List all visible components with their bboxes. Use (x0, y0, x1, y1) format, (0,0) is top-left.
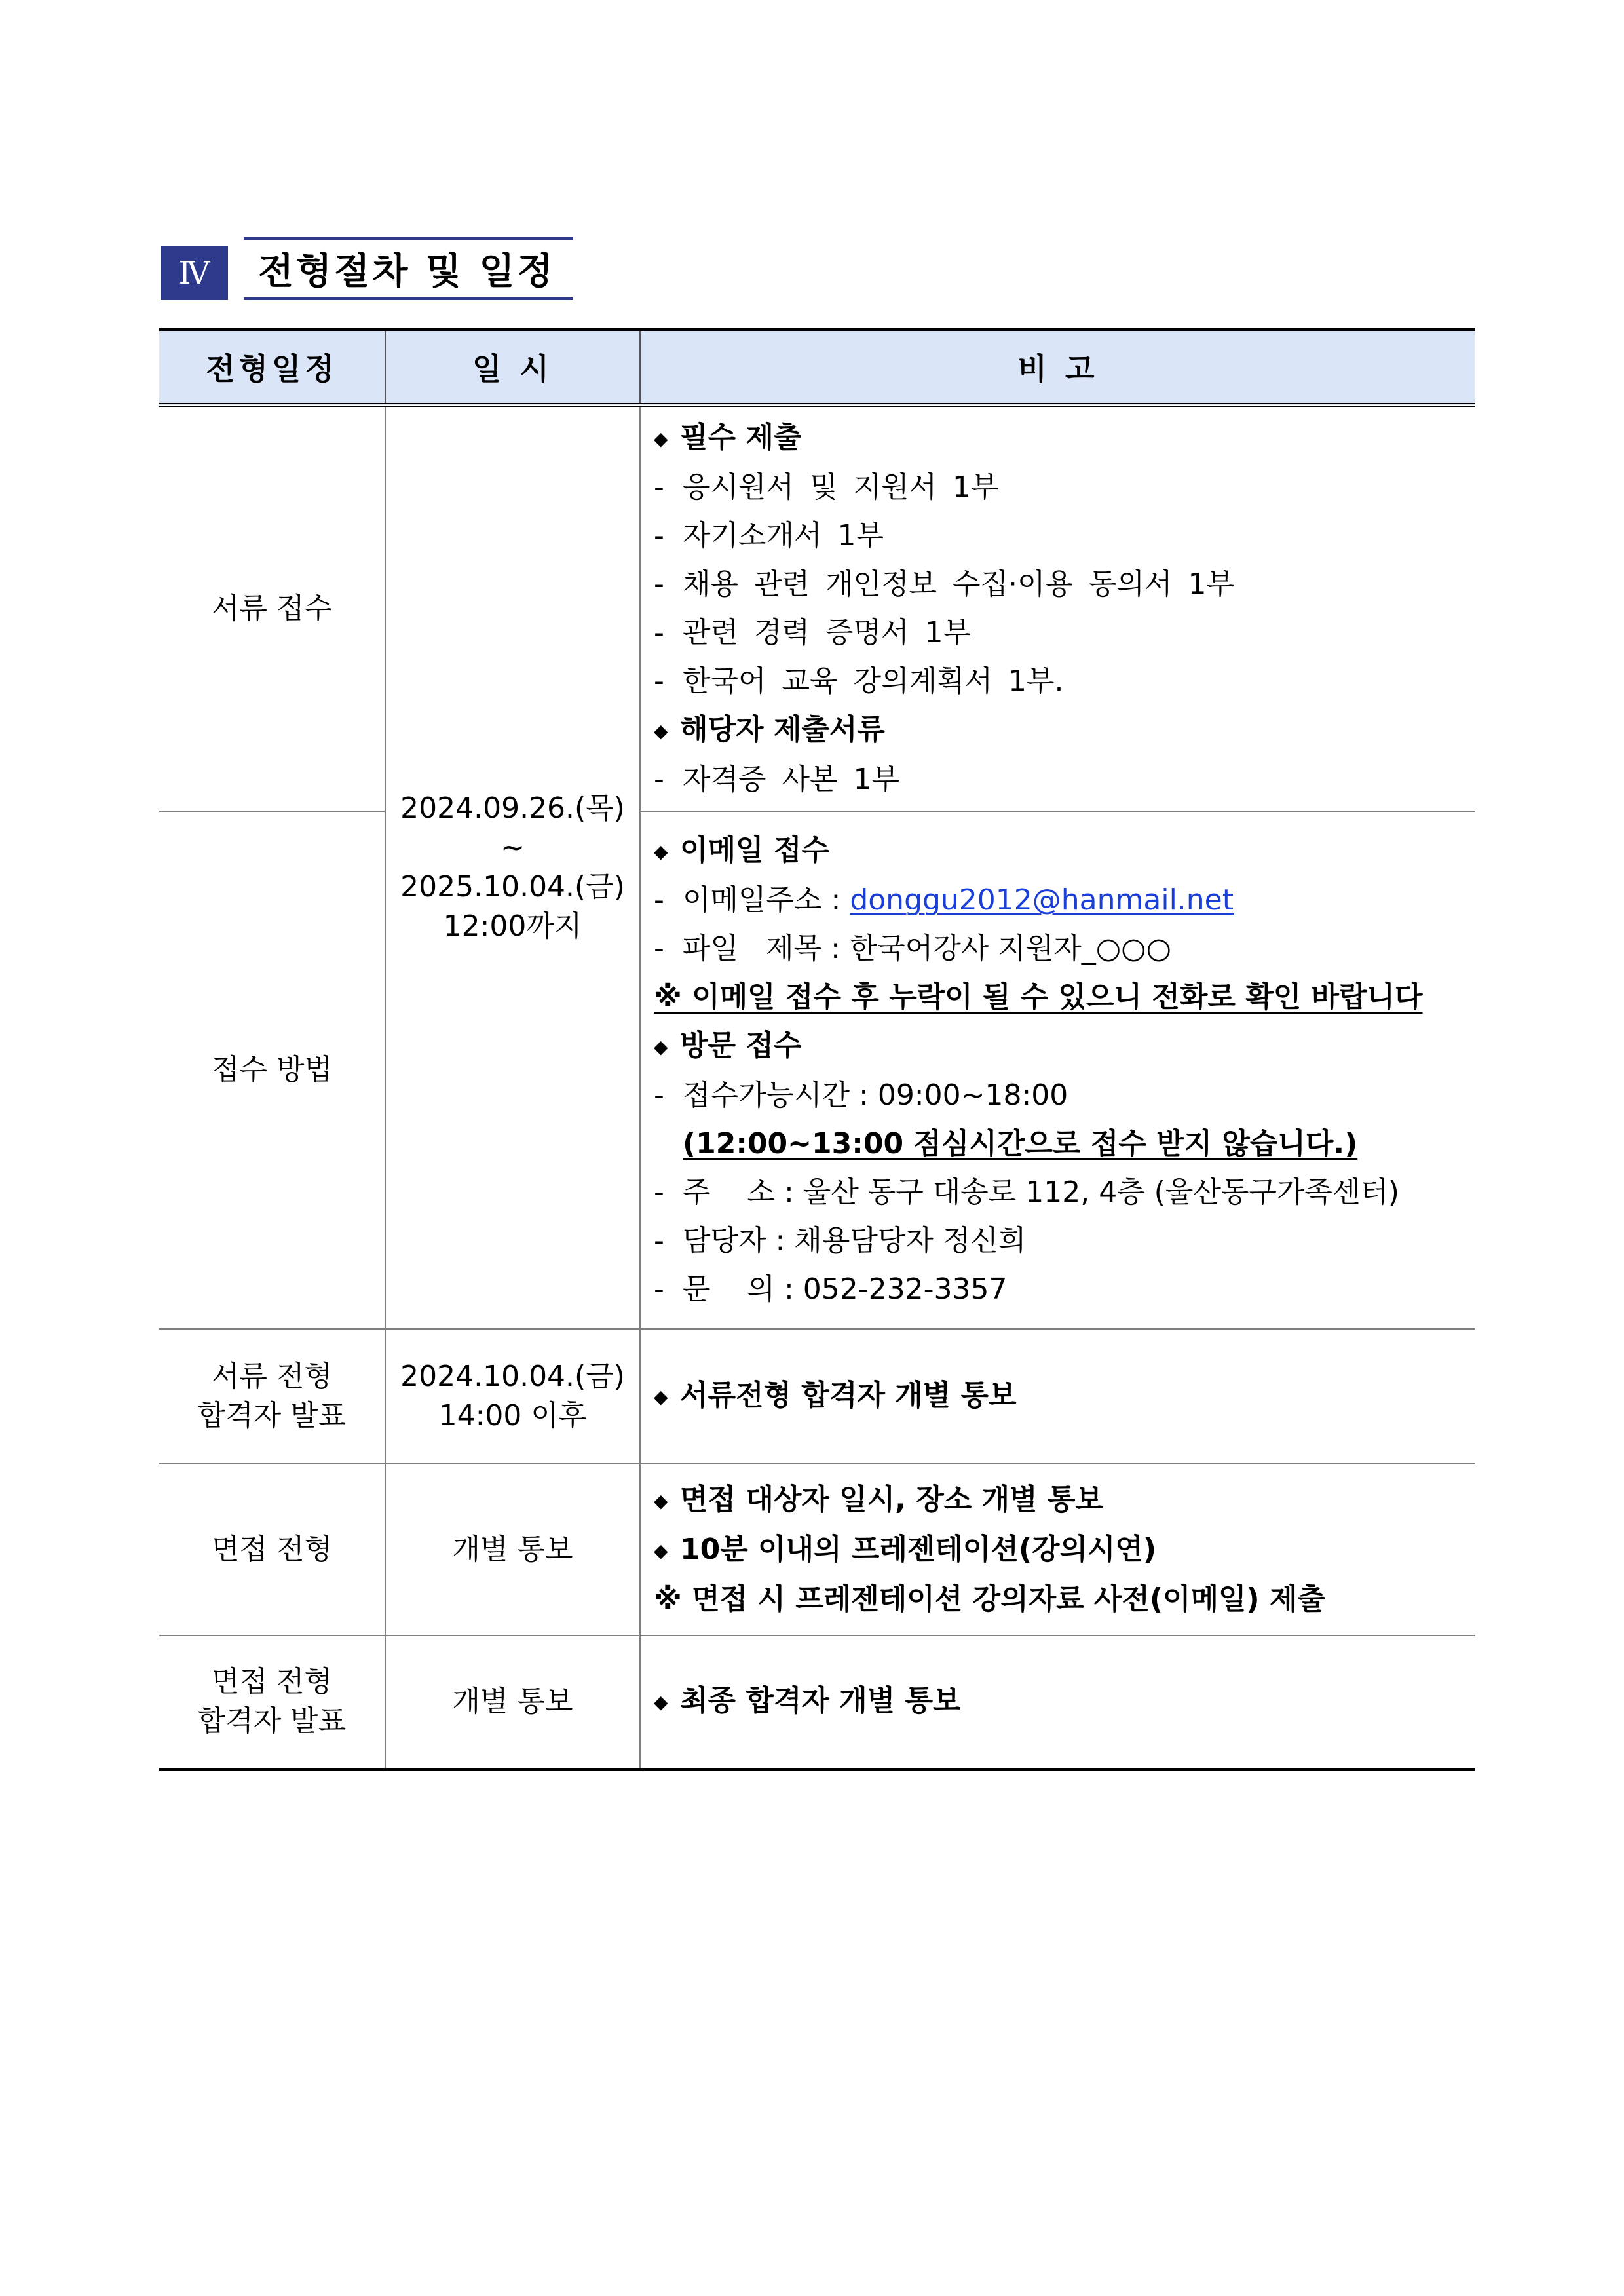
final-result-note: 최종 합격자 개별 통보 (680, 1684, 961, 1718)
diamond-bullet-icon: ◆ (654, 841, 668, 862)
schedule-table (159, 328, 1475, 1771)
doc-result-notes (640, 1329, 1475, 1464)
diamond-bullet-icon: ◆ (654, 1540, 668, 1561)
table-header-row (159, 330, 1475, 406)
visit-address: 주 소 : 울산 동구 대송로 112, 4층 (울산동구가족센터) (683, 1176, 1400, 1209)
email-title: 이메일 접수 (680, 833, 829, 867)
visit-hours: 접수가능시간 : 09:00~18:00 (683, 1079, 1068, 1112)
table-row (159, 405, 1475, 811)
header-date: 일 시 (385, 330, 640, 406)
diamond-bullet-icon: ◆ (654, 1386, 668, 1407)
section-title: 전형절차 및 일정 (244, 237, 573, 300)
table-row (159, 1464, 1475, 1636)
table-row (159, 1636, 1475, 1769)
receipt-period (385, 405, 640, 1329)
period-tilde: ~ (500, 831, 525, 864)
optional-item: 자격증 사본 1부 (683, 763, 899, 796)
stage-doc-receipt: 서류 접수 (159, 405, 385, 811)
stage-doc-result: 서류 전형 합격자 발표 (159, 1329, 385, 1464)
period-deadline: 12:00까지 (443, 909, 582, 943)
stage-method: 접수 방법 (159, 811, 385, 1329)
final-result-notes (640, 1636, 1475, 1769)
diamond-bullet-icon: ◆ (654, 720, 668, 742)
interview-notes (640, 1464, 1475, 1636)
required-item: 한국어 교육 강의계획서 1부. (683, 664, 1064, 698)
required-item: 자기소개서 1부 (683, 519, 884, 552)
stage-final-result: 면접 전형 합격자 발표 (159, 1636, 385, 1769)
table-row (159, 1329, 1475, 1464)
interview-remark: ※ 면접 시 프레젠테이션 강의자료 사전(이메일) 제출 (654, 1582, 1325, 1616)
interview-date: 개별 통보 (385, 1464, 640, 1636)
file-title: 파일 제목 : 한국어강사 지원자_○○○ (683, 932, 1171, 965)
required-title: 필수 제출 (680, 421, 802, 454)
email-label: 이메일주소 : (683, 883, 850, 917)
section-number: Ⅳ (161, 246, 228, 300)
required-item: 응시원서 및 지원서 1부 (683, 470, 999, 504)
doc-receipt-notes: ◆ 필수 제출 - 응시원서 및 지원서 1부 - 자기소개서 1부 - 채용 관련 개인정보 수집·이용 동의서 1부 - 관련 경력 증명서 1부 - 한국어 교육 강의계획서 1부. ◆ 해당자 제출서류 - 자격증 사본 1부 (640, 405, 1475, 811)
diamond-bullet-icon: ◆ (654, 1036, 668, 1058)
visit-phone: 문 의 : 052-232-3357 (683, 1272, 1008, 1306)
email-link[interactable]: donggu2012@hanmail.net (850, 883, 1234, 917)
required-item: 채용 관련 개인정보 수집·이용 동의서 1부 (683, 567, 1234, 601)
final-result-date: 개별 통보 (385, 1636, 640, 1769)
header-remarks: 비 고 (640, 330, 1475, 406)
email-warning: ※ 이메일 접수 후 누락이 될 수 있으니 전화로 확인 바랍니다 (654, 980, 1423, 1014)
visit-contact: 담당자 : 채용담당자 정신희 (683, 1224, 1027, 1257)
doc-result-date: 2024.10.04.(금) 14:00 이후 (385, 1329, 640, 1464)
visit-lunch: (12:00~13:00 점심시간으로 접수 받지 않습니다.) (683, 1127, 1358, 1160)
stage-interview: 면접 전형 (159, 1464, 385, 1636)
required-item: 관련 경력 증명서 1부 (683, 616, 971, 649)
diamond-bullet-icon: ◆ (654, 428, 668, 450)
period-end: 2025.10.04.(금) (400, 870, 625, 904)
optional-title: 해당자 제출서류 (680, 713, 885, 746)
diamond-bullet-icon: ◆ (654, 1691, 668, 1713)
interview-note: 10분 이내의 프레젠테이션(강의시연) (680, 1533, 1157, 1566)
table-row (159, 811, 1475, 1329)
method-notes: ◆ 이메일 접수 - 이메일주소 : donggu2012@hanmail.net - 파일 제목 : 한국어강사 지원자_○○○ ※ 이메일 접수 후 누락이 될 수 있으니 전화로 확인 바랍니다 ◆ 방문 접수 - 접수가능시간 : 09:00~18:00 (12:00~13:00 점심시간으로 접수 받지 않습니다.) - 주 소 : 울산 동구 대송로 112, 4층 (울산동구가족센터) - 담당자 : 채용담당자 정신희 - 문 의 : 052-232-3357 (640, 811, 1475, 1329)
doc-result-note: 서류전형 합격자 개별 통보 (680, 1379, 1017, 1412)
visit-title: 방문 접수 (680, 1029, 802, 1062)
interview-note: 면접 대상자 일시, 장소 개별 통보 (680, 1483, 1103, 1516)
header-stage: 전형일정 (159, 330, 385, 406)
period-start: 2024.09.26.(목) (400, 792, 625, 825)
diamond-bullet-icon: ◆ (654, 1490, 668, 1512)
